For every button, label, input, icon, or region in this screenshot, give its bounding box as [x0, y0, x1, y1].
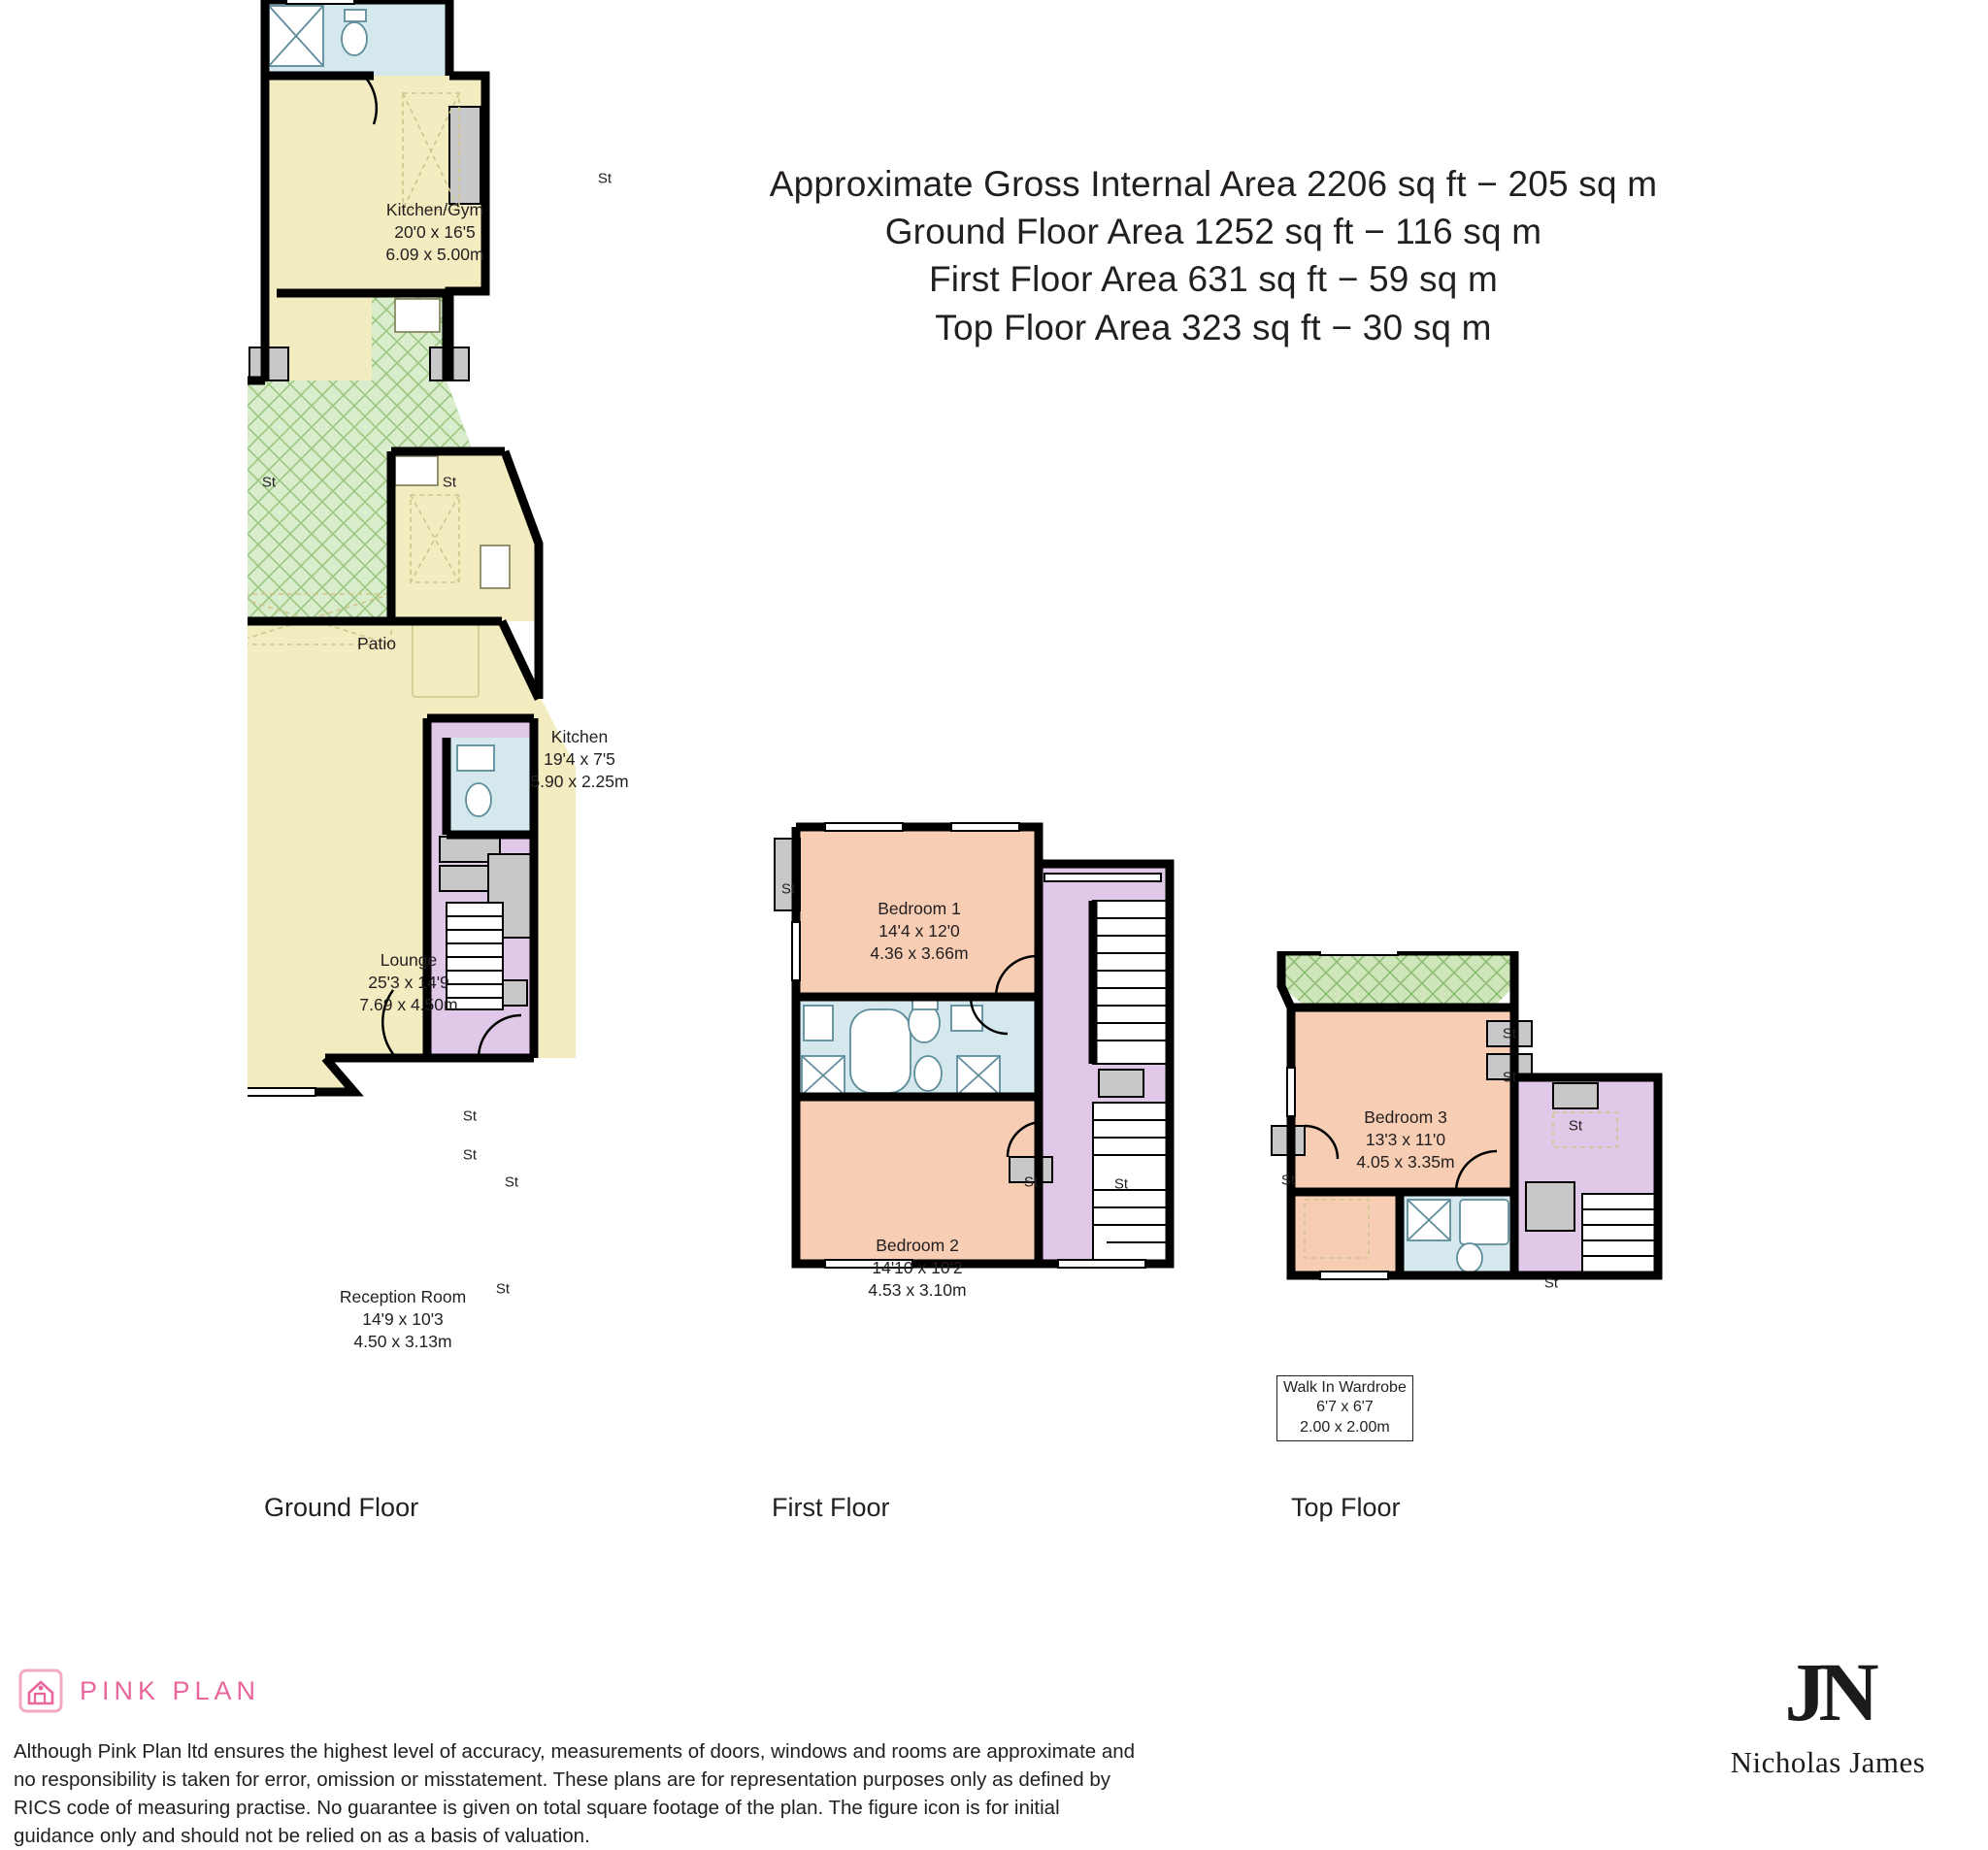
- storage-label-tf-5: St: [1543, 1274, 1559, 1292]
- room-dim-metric: 5.90 x 2.25m: [530, 771, 629, 791]
- first-floor-plan: [767, 815, 1223, 1378]
- top-floor-plan: [1262, 951, 1689, 1369]
- storage-label-tf-3: St: [1568, 1117, 1583, 1135]
- room-name: Bedroom 2: [876, 1236, 959, 1255]
- storage-label-gf-4: St: [462, 1107, 478, 1125]
- house-icon: [17, 1668, 64, 1714]
- room-name: Reception Room: [339, 1287, 467, 1306]
- room-dim-imperial: 25'3 x 14'9: [368, 972, 449, 992]
- room-dim-imperial: 14'9 x 10'3: [362, 1308, 444, 1329]
- disclaimer-text: Although Pink Plan ltd ensures the highest level of accuracy, measurements of doors, windows and rooms are approximate and no responsibility is taken for error, omission or misstatement. These plans are for representation purposes only as defined by RICS code of measuring practise. No guarantee is given on total square footage of the plan. The figure icon is for initial guidance only and should not be relied on as a basis of valuation.: [14, 1740, 1136, 1848]
- storage-label-gf-2: St: [261, 474, 277, 491]
- area-summary: [621, 160, 1806, 351]
- room-name: Walk In Wardrobe: [1283, 1379, 1407, 1396]
- room-label-bedroom1: [870, 898, 968, 964]
- room-name: Bedroom 3: [1364, 1107, 1447, 1127]
- room-dim-imperial: 13'3 x 11'0: [1365, 1129, 1446, 1149]
- room-label-lounge: [359, 949, 457, 1015]
- storage-label-ff-1: St: [780, 880, 796, 898]
- room-label-walk-in-wardrobe: [1276, 1375, 1413, 1441]
- floor-caption-top: Top Floor: [1291, 1493, 1401, 1522]
- room-label-bedroom3: [1356, 1107, 1454, 1173]
- storage-label-tf-2: St: [1502, 1069, 1517, 1086]
- area-line-gross: Approximate Gross Internal Area 2206 sq ft − 205 sq m: [769, 164, 1658, 204]
- storage-label-gf-3: St: [442, 474, 457, 491]
- room-dim-metric: 4.36 x 3.66m: [870, 942, 969, 963]
- room-dim-metric: 2.00 x 2.00m: [1300, 1418, 1390, 1436]
- agent-logo: [1706, 1645, 1949, 1780]
- area-line-top: Top Floor Area 323 sq ft − 30 sq m: [935, 307, 1492, 347]
- room-dim-imperial: 6'7 x 6'7: [1316, 1399, 1374, 1416]
- storage-label-gf-1: St: [597, 170, 613, 187]
- room-name: Lounge: [380, 950, 438, 970]
- storage-label-gf-7: St: [495, 1280, 511, 1298]
- pink-plan-logo: [17, 1668, 260, 1714]
- area-line-first: First Floor Area 631 sq ft − 59 sq m: [928, 259, 1499, 300]
- storage-label-gf-6: St: [504, 1173, 519, 1191]
- room-dim-imperial: 19'4 x 7'5: [544, 748, 615, 769]
- room-dim-metric: 7.69 x 4.50m: [359, 994, 458, 1014]
- agent-name: Nicholas James: [1730, 1745, 1926, 1779]
- floor-caption-first: First Floor: [772, 1493, 890, 1522]
- floor-caption-ground: Ground Floor: [264, 1493, 419, 1522]
- agent-monogram: JN: [1784, 1645, 1872, 1738]
- room-label-bedroom2: [868, 1235, 966, 1301]
- room-name: Bedroom 1: [878, 899, 961, 918]
- room-dim-metric: 4.05 x 3.35m: [1356, 1151, 1455, 1172]
- storage-label-gf-5: St: [462, 1146, 478, 1164]
- room-dim-metric: 4.53 x 3.10m: [868, 1279, 967, 1300]
- room-dim-metric: 6.09 x 5.00m: [385, 244, 484, 264]
- room-dim-imperial: 20'0 x 16'5: [394, 221, 476, 242]
- room-label-kitchen: [530, 726, 628, 792]
- area-line-ground: Ground Floor Area 1252 sq ft − 116 sq m: [884, 212, 1542, 252]
- pink-plan-wordmark: PINK PLAN: [80, 1675, 261, 1705]
- room-dim-imperial: 14'10 x 10'2: [872, 1257, 963, 1277]
- room-label-patio: [357, 633, 396, 655]
- room-name: Patio: [357, 634, 396, 653]
- storage-label-tf-1: St: [1502, 1025, 1517, 1042]
- storage-label-ff-3: St: [1113, 1175, 1129, 1193]
- room-label-kitchen-gym: [385, 199, 483, 265]
- room-dim-imperial: 14'4 x 12'0: [878, 920, 960, 941]
- storage-label-tf-4: St: [1280, 1172, 1296, 1189]
- room-label-reception: [340, 1286, 466, 1352]
- room-dim-metric: 4.50 x 3.13m: [353, 1331, 452, 1351]
- room-name: Kitchen: [550, 727, 609, 746]
- room-name: Kitchen/Gym: [385, 200, 484, 219]
- storage-label-ff-2: St: [1023, 1173, 1039, 1191]
